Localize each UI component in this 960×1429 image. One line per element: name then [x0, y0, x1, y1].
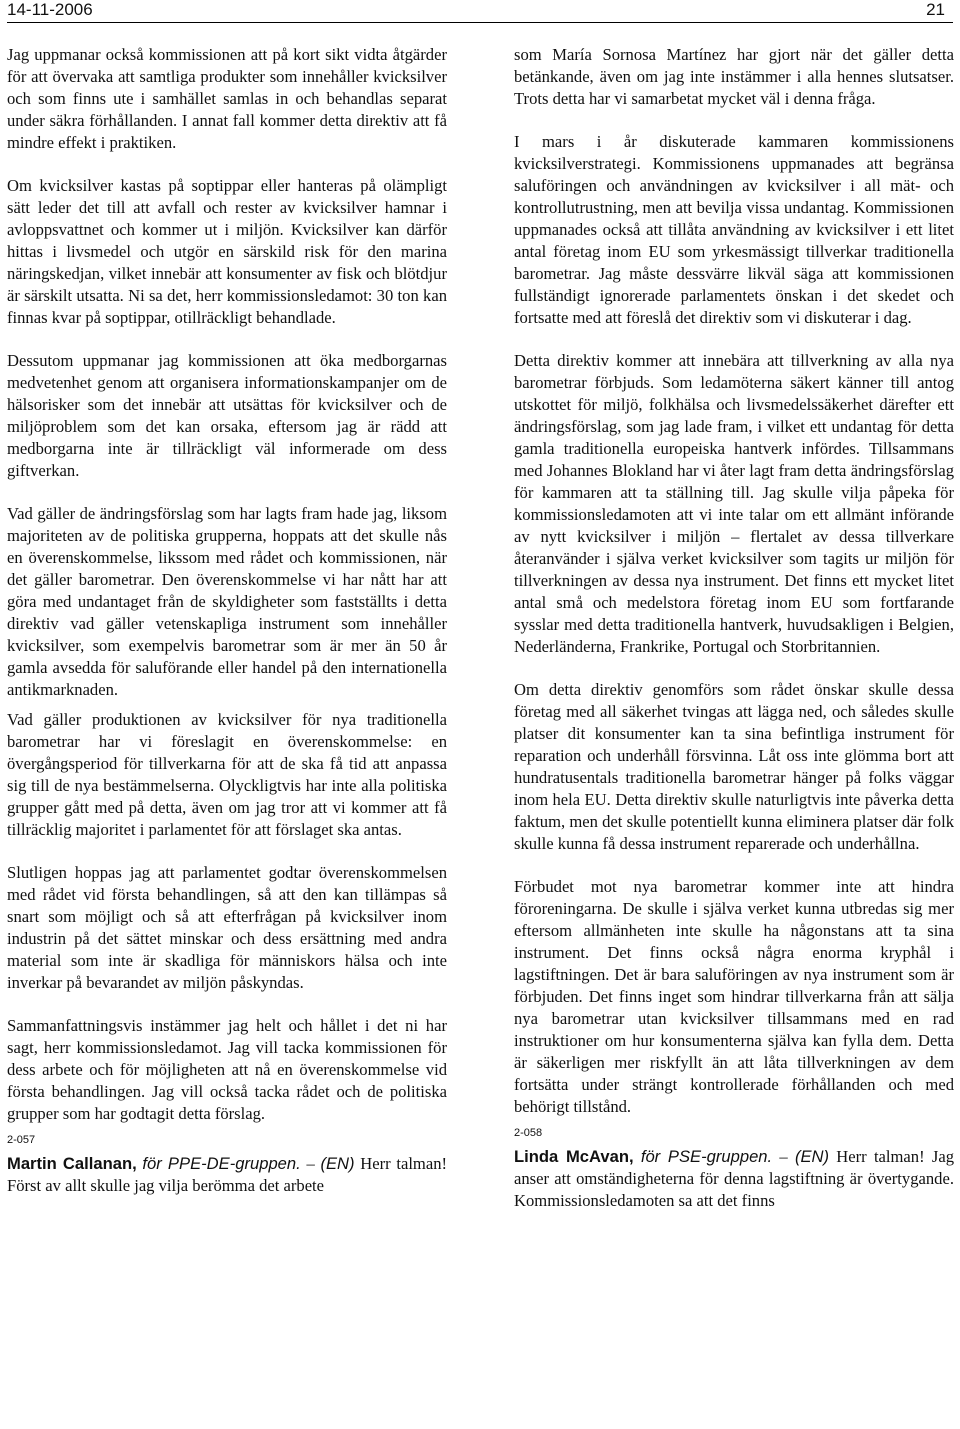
speaker-name: Martin Callanan, — [7, 1154, 137, 1173]
intervention-reference: 2-057 — [7, 1134, 36, 1146]
speech-text: Herr talman! Jag anser att omständigheterna för denna lagstiftning är övertygande. Kommissionsledamoten sa att det finns — [514, 1147, 954, 1210]
intervention — [7, 1153, 447, 1197]
paragraph: Jag uppmanar också kommissionen att på kort sikt vidta åtgärder för att övervaka att samtliga produkter som innehåller kvicksilver och som finns ute i samhället samlas in och behandlas separat under säkra förhållanden. I annat fall kommer detta direktiv att få mindre effekt i praktiken. — [7, 45, 447, 152]
dash: – — [300, 1154, 321, 1173]
speech-text: Herr talman! Först av allt skulle jag vilja berömma det arbete — [7, 1154, 448, 1195]
paragraph: Dessutom uppmanar jag kommissionen att öka medborgarnas medvetenhet genom att organisera informationskampanjer om de hälsorisker som det innebär att utsättas för kvicksilver och de miljöproblem som det kan orsaka, eftersom jag är rädd att medborgarna inte är tillräckligt väl informerade om dess giftverkan. — [7, 351, 447, 480]
paragraph: Slutligen hoppas jag att parlamentet godtar överenskommelsen med rådet vid första behandlingen, så att den kan tillämpas så snart som möjligt och så att efterfrågan på kvicksilver inom industrin på det sättet minskar och dess ersättning med andra material som inte är skadliga för människors hälsa och inte inverkar på bevarandet av miljön påskyndas. — [7, 863, 447, 992]
session-date: 14-11-2006 — [7, 0, 93, 19]
paragraph: Förbudet mot nya barometrar kommer inte att hindra föroreningarna. De skulle i själva verket kunna utbredas sig mer eftersom allmänheten inte skulle ha någonstans att ta sina instrument. Det finns också några enorma kryphål i lagstiftningen. Det är bara saluföringen av nya instrument som är förbjuden. Det finns inget som hindrar tillverkarna från att sälja nya barometrar utan kvicksilver tillsammans med en rad instruktioner om hur konsumenterna själva kan fylla dem. Detta är säkerligen mer riskfyllt än att låta tillverkningen av dem fortsätta under strängt kontrollerade förhållanden och med behörigt tillstånd. — [514, 877, 954, 1116]
dash: – — [772, 1147, 795, 1166]
language-code: (EN) — [320, 1154, 355, 1173]
political-group: för PPE-DE-gruppen. — [142, 1154, 301, 1173]
paragraph: som María Sornosa Martínez har gjort när det gäller detta betänkande, även om jag inte instämmer i alla hennes slutsatser. Trots detta har vi samarbetat mycket väl i denna fråga. — [514, 45, 954, 108]
speaker-name: Linda McAvan, — [514, 1147, 634, 1166]
page-number: 21 — [926, 0, 945, 19]
political-group: för PSE-gruppen. — [640, 1147, 773, 1166]
paragraph: Sammanfattningsvis instämmer jag helt och hållet i det ni har sagt, herr kommissionsledamot. Jag vill tacka kommissionen för dess arbete och för möjligheten att nå en överenskommelse vid första behandlingen. Jag vill också tacka rådet och de politiska grupper som har godtagit detta förslag. — [7, 1016, 447, 1123]
paragraph: Vad gäller produktionen av kvicksilver för nya traditionella barometrar har vi föreslagit en överenskommelse: en övergångsperiod för tillverkarna för att de ska få tid att anpassa sig till de nya bestämmelserna. Olyckligtvis har inte alla politiska grupper gått med på detta, även om jag tror att vi kommer att få tillräcklig majoritet i parlamentet för att förslaget ska antas. — [7, 710, 447, 839]
language-code: (EN) — [794, 1147, 830, 1166]
left-column — [7, 44, 447, 1218]
paragraph: Om kvicksilver kastas på soptippar eller hanteras på olämpligt sätt leder det till att avfall och rester av kvicksilver hamnar i avloppsvattnet och kommer ut i miljön. Kvicksilver kan därför hittas i livsmedel och utgör en särskild risk för den marina näringskedjan, vilket innebär att konsumenter av fisk och blötdjur är särskilt utsatta. Ni sa det, herr kommissionsledamot: 30 ton kan finnas kvar på soptippar, otillräckligt behandlade. — [7, 176, 447, 327]
paragraph: Detta direktiv kommer att innebära att tillverkning av alla nya barometrar förbjuds. Som ledamöterna säkert känner till antog utskottet för miljö, folkhälsa och livsmedelssäkerhet därefter ett ändringsförslag, som jag lade fram, i vilket ett undantag för detta gamla traditionella europeiska hantverk infördes. Tillsammans med Johannes Blokland har vi åter lagt fram detta ändringsförslag för kammaren att ta ställning till. Jag skulle vilja påpeka för kommissionsledamoten att vi inte talar om ett allmänt införande av nytt kvicksilver i miljön – flertalet av dessa tillverkare återanvänder i själva verket kvicksilver som tagits ur miljön för tillverkningen av dessa nya instrument. Det finns ett mycket litet antal små och medelstora företag inom EU som fortfarande sysslar med detta traditionella hantverk, huvudsakligen i Belgien, Nederländerna, Frankrike, Portugal och Storbritannien. — [514, 351, 954, 656]
right-column — [514, 44, 954, 1233]
paragraph: I mars i år diskuterade kammaren kommissionens kvicksilverstrategi. Kommissionens uppmanades att begränsa saluföringen och användningen av kvicksilver i all mät- och kontrollutrustning, men att bevilja vissa undantag. Kommissionen uppmanades också att tillåta användning av kvicksilver i ett litet antal företag inom EU som yrkesmässigt tillverkar traditionella barometrar. Jag måste dessvärre likväl säga att kommissionen fullständigt ignorerade parlamentets önskan i det skedet och fortsatte med att föreslå det direktiv som vi diskuterar i dag. — [514, 132, 954, 327]
intervention — [514, 1146, 954, 1212]
paragraph: Om detta direktiv genomförs som rådet önskar skulle dessa företag med all säkerhet tvingas att lägga ned, och således skulle platser dit konsumenter kan ta sina befintliga instrument för reparation och underhåll försvinna. Låt oss inte glömma bort att hundratusentals traditionella barometrar hänger på folks väggar inom hela EU. Detta direktiv skulle naturligtvis inte påverka detta faktum, men det skulle potentiellt kunna eliminera platser där folk skulle kunna få dessa instrument reparerade och underhållna. — [514, 680, 954, 853]
intervention-reference: 2-058 — [514, 1127, 543, 1139]
paragraph: Vad gäller de ändringsförslag som har lagts fram hade jag, liksom majoriteten av de politiska grupperna, hoppats att det skulle nås en överenskommelse, likssom med rådet och kommissionen, när det gäller barometrar. Den överenskommelse vi har nått har att göra med undantaget från de skyldigheter som fastställts i detta direktiv vad gäller vetenskapliga instrument som innehåller kvicksilver, som exempelvis barometrar som är mer än 50 år gamla avsedda för saluförande eller handel på den internationella antikmarknaden. — [7, 504, 447, 699]
page-header — [7, 0, 953, 23]
